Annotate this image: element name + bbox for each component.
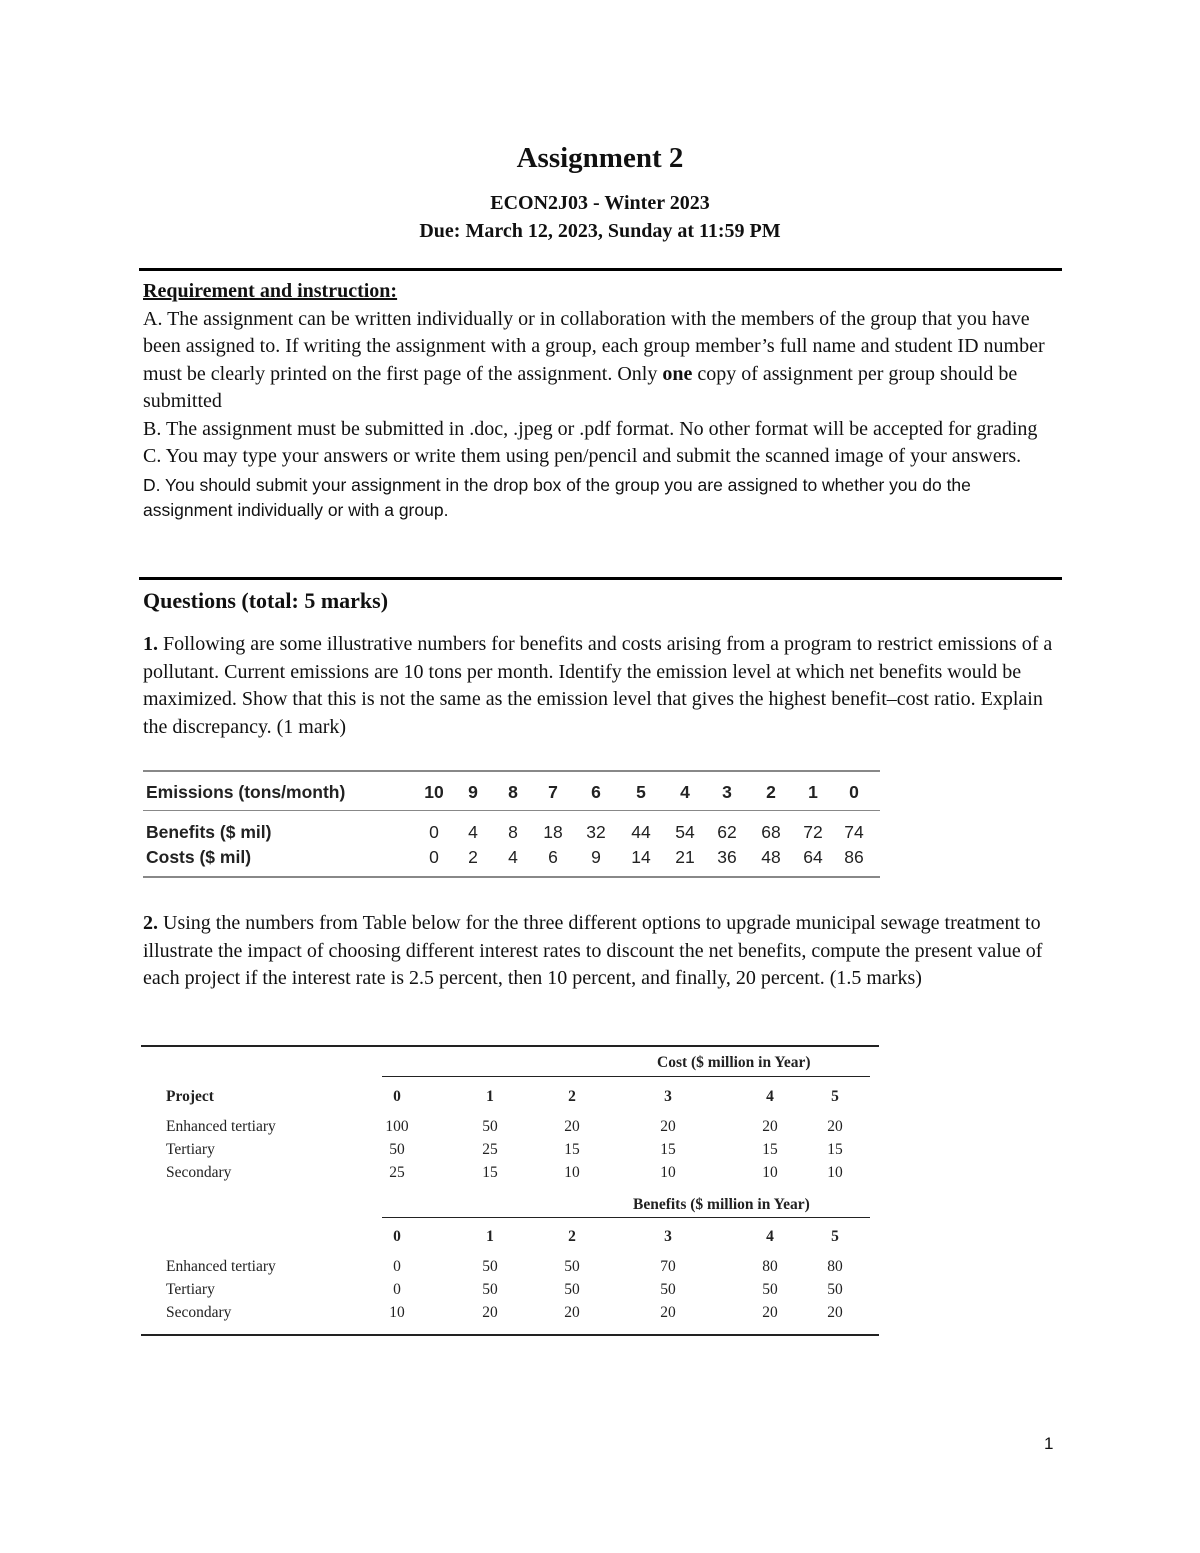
emission-cell: 0: [849, 782, 859, 802]
benefit-cell: 18: [543, 822, 563, 842]
benefit-value-cell: 0: [393, 1258, 401, 1275]
cost-year-cell: 2: [568, 1088, 576, 1105]
emissions-label: Emissions (tons/month): [146, 782, 346, 802]
benefit-year-cell: 3: [664, 1228, 672, 1245]
cost-cell: 21: [675, 847, 695, 867]
emission-cell: 3: [722, 782, 732, 802]
page-title: Assignment 2: [516, 142, 684, 174]
benefit-year-cell: 2: [568, 1228, 576, 1245]
benefit-year-cell: 4: [766, 1228, 774, 1245]
project-name: Enhanced tertiary: [166, 1258, 276, 1275]
bottom-divider: [139, 577, 1062, 580]
course-code: ECON2J03 - Winter 2023: [490, 192, 710, 214]
cost-value-cell: 100: [385, 1118, 409, 1135]
project-name: Enhanced tertiary: [166, 1118, 276, 1135]
table-rule: [141, 1334, 879, 1336]
emission-cell: 1: [808, 782, 818, 802]
cost-value-cell: 10: [564, 1164, 580, 1181]
benefit-value-cell: 80: [762, 1258, 778, 1275]
table-rule: [382, 1217, 870, 1218]
cost-value-cell: 50: [389, 1141, 405, 1158]
benefit-cell: 72: [803, 822, 823, 842]
cost-cell: 4: [508, 847, 518, 867]
project-name: Tertiary: [166, 1141, 215, 1158]
cost-cell: 0: [429, 847, 439, 867]
table-rule: [141, 1045, 879, 1047]
benefit-value-cell: 10: [389, 1304, 405, 1321]
cost-value-cell: 15: [564, 1141, 580, 1158]
project-name: Secondary: [166, 1164, 232, 1181]
cost-value-cell: 15: [762, 1141, 778, 1158]
benefit-value-cell: 0: [393, 1281, 401, 1298]
requirements-heading: Requirement and instruction:: [143, 280, 398, 302]
cost-value-cell: 10: [762, 1164, 778, 1181]
cost-value-cell: 10: [827, 1164, 843, 1181]
project-label: Project: [166, 1088, 214, 1105]
benefit-value-cell: 50: [827, 1281, 843, 1298]
cost-value-cell: 15: [482, 1164, 498, 1181]
benefit-value-cell: 20: [660, 1304, 676, 1321]
cost-year-cell: 0: [393, 1088, 401, 1105]
table-rule: [143, 770, 880, 772]
cost-value-cell: 20: [762, 1118, 778, 1135]
benefit-value-cell: 20: [482, 1304, 498, 1321]
emission-cell: 5: [636, 782, 646, 802]
cost-value-cell: 15: [827, 1141, 843, 1158]
requirement-d: D. You should submit your assignment in the drop box of the group you are assigned to whether you do the assignment individually or with a group.: [143, 474, 971, 520]
cost-value-cell: 20: [660, 1118, 676, 1135]
cost-cell: 2: [468, 847, 478, 867]
sewage-table: [141, 1045, 879, 1337]
emission-cell: 7: [548, 782, 558, 802]
benefit-cell: 62: [717, 822, 737, 842]
requirement-a: A. The assignment can be written individually or in collaboration with the members of the group that you have been assigned to. If writing the assignment with a group, each group member’s full name and student ID number must be clearly printed on the first page of the assignment. Only one copy of assignment per group should be submitted: [143, 307, 1045, 412]
benefit-cell: 4: [468, 822, 478, 842]
cost-value-cell: 50: [482, 1118, 498, 1135]
requirement-c: C. You may type your answers or write them using pen/pencil and submit the scanned image of your answers.: [143, 445, 1022, 467]
cost-value-cell: 25: [482, 1141, 498, 1158]
cost-cell: 86: [844, 847, 864, 867]
cost-year-cell: 5: [831, 1088, 839, 1105]
question-1: 1. Following are some illustrative numbers for benefits and costs arising from a program to restrict emissions of a pollutant. Current emissions are 10 tons per month. Identify the emission level at which net benefits would be maximized. Show that this is not the same as the emission level that gives the highest benefit–cost ratio. Explain the discrepancy. (1 mark): [143, 633, 1053, 738]
emission-cell: 9: [468, 782, 478, 802]
cost-cell: 14: [631, 847, 651, 867]
benefits-header: Benefits ($ million in Year): [633, 1196, 810, 1213]
cost-year-cell: 3: [664, 1088, 672, 1105]
benefits-label: Benefits ($ mil): [146, 822, 272, 842]
cost-cell: 64: [803, 847, 823, 867]
benefit-value-cell: 20: [564, 1304, 580, 1321]
cost-cell: 36: [717, 847, 737, 867]
benefit-cell: 54: [675, 822, 695, 842]
emission-cell: 2: [766, 782, 776, 802]
benefit-value-cell: 50: [482, 1258, 498, 1275]
project-name: Tertiary: [166, 1281, 215, 1298]
emission-cell: 8: [508, 782, 518, 802]
requirement-b: B. The assignment must be submitted in .doc, .jpeg or .pdf format. No other format will be accepted for grading: [143, 417, 1038, 440]
benefit-year-cell: 0: [393, 1228, 401, 1245]
benefit-value-cell: 50: [660, 1281, 676, 1298]
cost-header: Cost ($ million in Year): [657, 1054, 811, 1071]
benefit-year-cell: 1: [486, 1228, 494, 1245]
table-rule: [382, 1076, 870, 1077]
requirements-section: [143, 278, 1063, 523]
emission-cell: 6: [591, 782, 601, 802]
emission-cell: 4: [680, 782, 690, 802]
benefit-year-cell: 5: [831, 1228, 839, 1245]
cost-cell: 9: [591, 847, 601, 867]
benefit-value-cell: 50: [564, 1281, 580, 1298]
cost-value-cell: 20: [564, 1118, 580, 1135]
benefit-cell: 68: [761, 822, 781, 842]
page-number: 1: [1044, 1434, 1054, 1453]
benefit-value-cell: 50: [564, 1258, 580, 1275]
project-name: Secondary: [166, 1304, 232, 1321]
cost-value-cell: 15: [660, 1141, 676, 1158]
cost-year-cell: 4: [766, 1088, 774, 1105]
table-rule: [143, 810, 880, 811]
top-divider: [139, 268, 1062, 271]
benefit-value-cell: 70: [660, 1258, 676, 1275]
questions-heading: Questions (total: 5 marks): [143, 588, 389, 613]
benefit-cell: 0: [429, 822, 439, 842]
benefit-value-cell: 20: [827, 1304, 843, 1321]
due-date: Due: March 12, 2023, Sunday at 11:59 PM: [419, 220, 781, 242]
benefit-cell: 8: [508, 822, 518, 842]
cost-year-cell: 1: [486, 1088, 494, 1105]
benefit-cell: 44: [631, 822, 651, 842]
benefit-cell: 32: [586, 822, 606, 842]
cost-value-cell: 20: [827, 1118, 843, 1135]
costs-label: Costs ($ mil): [146, 847, 252, 867]
emission-cell: 10: [424, 782, 444, 802]
cost-cell: 48: [761, 847, 781, 867]
benefit-value-cell: 80: [827, 1258, 843, 1275]
benefit-value-cell: 50: [762, 1281, 778, 1298]
benefit-value-cell: 20: [762, 1304, 778, 1321]
cost-value-cell: 25: [389, 1164, 405, 1181]
cost-value-cell: 10: [660, 1164, 676, 1181]
question-2: 2. Using the numbers from Table below for the three different options to upgrade municipal sewage treatment to illustrate the impact of choosing different interest rates to discount the net benefits, compute the present value of each project if the interest rate is 2.5 percent, then 10 percent, and finally, 20 percent. (1.5 marks): [143, 912, 1043, 989]
cost-cell: 6: [548, 847, 558, 867]
benefit-value-cell: 50: [482, 1281, 498, 1298]
emissions-table: [143, 770, 880, 878]
table-rule: [143, 876, 880, 878]
benefit-cell: 74: [844, 822, 864, 842]
